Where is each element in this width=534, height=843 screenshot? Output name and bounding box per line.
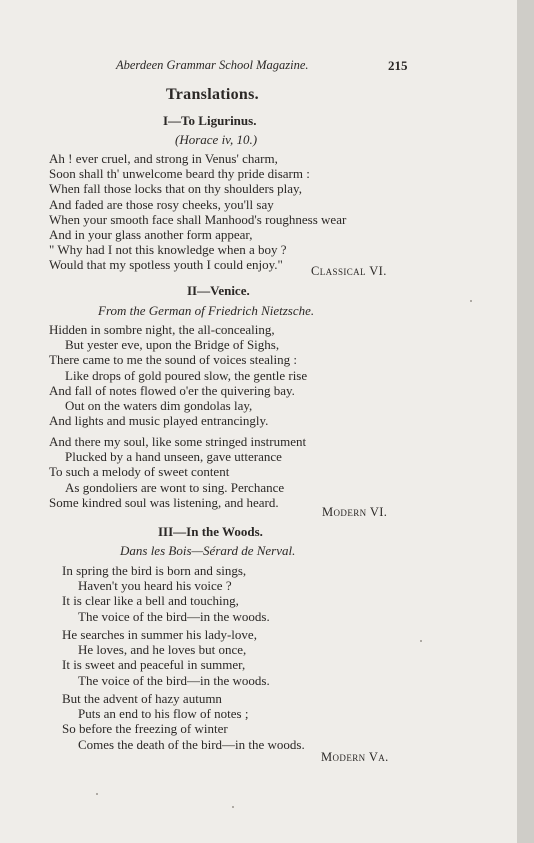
poem-line: Plucked by a hand unseen, gave utterance <box>65 449 282 465</box>
poem-1 <box>49 151 346 273</box>
poem-line: Ah ! ever cruel, and strong in Venus' charm, <box>49 151 278 166</box>
page-number: 215 <box>388 58 408 73</box>
poem-line: It is sweet and peaceful in summer, <box>62 657 246 673</box>
poem-line: And there my soul, like some stringed instrument <box>49 434 307 449</box>
page-edge <box>517 0 534 843</box>
poem-3-stanza-2 <box>62 627 270 688</box>
section-title-3: III—In the Woods. <box>158 524 263 539</box>
poem-2-stanza-1 <box>49 322 307 428</box>
signature-1: Classical VI. <box>311 264 387 278</box>
poem-line: The voice of the bird—in the woods. <box>78 608 270 624</box>
signature-2: Modern VI. <box>322 505 388 519</box>
poem-line: There came to me the sound of voices stealing : <box>49 352 298 368</box>
paper-speck <box>232 806 234 808</box>
poem-line: To such a melody of sweet content <box>49 464 230 480</box>
poem-line: And fall of notes flowed o'er the quivering bay. <box>49 382 295 398</box>
poem-line: So before the freezing of winter <box>62 721 228 737</box>
poem-line: Like drops of gold poured slow, the gentle rise <box>65 367 308 383</box>
poem-line: He loves, and he loves but once, <box>78 642 247 658</box>
poem-line: It is clear like a bell and touching, <box>62 593 239 609</box>
poem-line: Puts an end to his flow of notes ; <box>78 706 249 722</box>
section-subtitle-1: (Horace iv, 10.) <box>175 132 258 147</box>
signature-3: Modern Va. <box>321 750 389 764</box>
poem-line: And faded are those rosy cheeks, you'll say <box>49 196 274 212</box>
poem-line: In spring the bird is born and sings, <box>62 563 247 578</box>
poem-line: The voice of the bird—in the woods. <box>78 672 270 688</box>
section-title-2: II—Venice. <box>187 283 250 298</box>
paper-speck <box>96 793 98 795</box>
poem-line: When fall those locks that on thy shoulders play, <box>49 181 302 197</box>
poem-line: Would that my spotless youth I could enjoy." <box>49 257 283 273</box>
poem-line: " Why had I not this knowledge when a boy ? <box>49 242 287 258</box>
page-title: Translations. <box>166 86 259 103</box>
paper-speck <box>420 640 422 642</box>
poem-3-stanza-3 <box>62 691 305 752</box>
poem-line: But yester eve, upon the Bridge of Sighs, <box>65 337 280 353</box>
poem-line: And lights and music played entrancingly. <box>49 413 269 429</box>
running-head: Aberdeen Grammar School Magazine. <box>116 58 309 72</box>
poem-line: As gondoliers are wont to sing. Perchance <box>65 479 285 495</box>
poem-line: Hidden in sombre night, the all-concealing, <box>49 322 275 337</box>
poem-line: He searches in summer his lady-love, <box>62 627 257 642</box>
poem-line: And in your glass another form appear, <box>49 227 253 243</box>
poem-2-stanza-2 <box>49 434 306 510</box>
poem-3-stanza-1 <box>62 563 270 624</box>
section-subtitle-3: Dans les Bois—Sérard de Nerval. <box>120 543 296 558</box>
poem-line: Comes the death of the bird—in the woods. <box>78 736 305 752</box>
poem-line: Haven't you heard his voice ? <box>78 578 232 594</box>
poem-line: But the advent of hazy autumn <box>62 691 222 706</box>
poem-line: Soon shall th' unwelcome beard thy pride disarm : <box>49 166 310 182</box>
poem-line: Out on the waters dim gondolas lay, <box>65 398 253 414</box>
paper-speck <box>470 300 472 302</box>
poem-line: Some kindred soul was listening, and heard. <box>49 494 279 510</box>
section-subtitle-2: From the German of Friedrich Nietzsche. <box>98 303 315 318</box>
section-title-1: I—To Ligurinus. <box>163 113 257 128</box>
poem-line: When your smooth face shall Manhood's roughness wear <box>49 211 347 227</box>
